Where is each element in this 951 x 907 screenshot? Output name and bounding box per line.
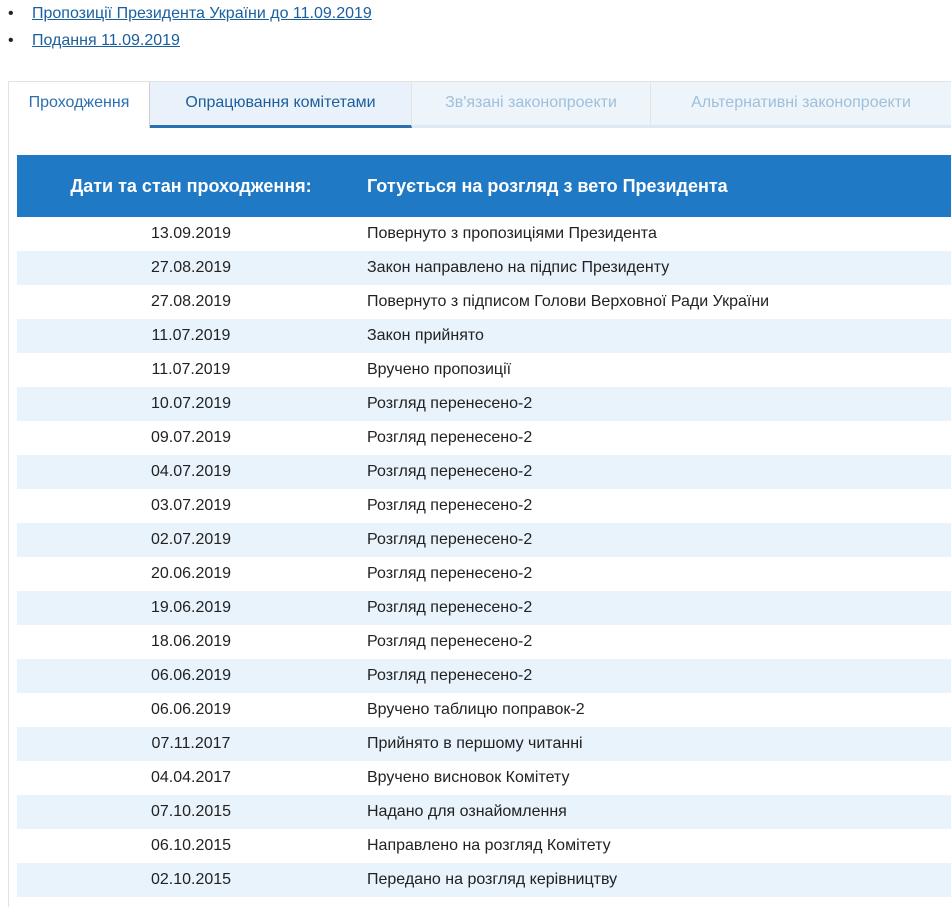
table-row: [17, 557, 951, 591]
table-row: [17, 285, 951, 319]
tab-progress[interactable]: Проходження: [9, 82, 150, 128]
row-status: Закон направлено на підпис Президенту: [367, 259, 670, 276]
row-status: Розгляд перенесено-2: [367, 599, 533, 616]
row-date: 20.06.2019: [150, 565, 232, 582]
bullet-icon: •: [8, 5, 14, 22]
row-date: 09.07.2019: [150, 429, 232, 446]
row-status: Направлено на розгляд Комітету: [367, 837, 611, 854]
link-submission[interactable]: Подання 11.09.2019: [32, 32, 180, 49]
table-row: [17, 421, 951, 455]
header-dates-label: Дати та стан проходження:: [70, 176, 312, 196]
row-date: 06.10.2015: [150, 837, 232, 854]
row-date: 02.07.2019: [150, 531, 232, 548]
table-row: [17, 693, 951, 727]
table-row: [17, 625, 951, 659]
row-date: 11.07.2019: [151, 361, 231, 378]
row-status: Прийнято в першому читанні: [367, 735, 583, 752]
bullet-icon: •: [8, 32, 14, 49]
row-status: Передано на розгляд керівництву: [367, 871, 618, 888]
tab-related-bills[interactable]: Зв'язані законопроекти: [412, 82, 651, 128]
row-date: 19.06.2019: [150, 599, 232, 616]
row-date: 06.06.2019: [150, 701, 232, 718]
table-row: [17, 319, 951, 353]
table-row: [17, 829, 951, 863]
table-row: [17, 217, 951, 251]
row-date: 10.07.2019: [150, 395, 232, 412]
table-row: [17, 591, 951, 625]
row-status: Розгляд перенесено-2: [367, 667, 533, 684]
row-date: 27.08.2019: [150, 259, 232, 276]
row-status: Розгляд перенесено-2: [367, 565, 533, 582]
row-date: 13.09.2019: [150, 225, 232, 242]
row-date: 04.07.2019: [150, 463, 232, 480]
row-status: Надано для ознайомлення: [367, 803, 567, 820]
row-status: Розгляд перенесено-2: [367, 497, 533, 514]
table-row: [17, 863, 951, 897]
row-status: Розгляд перенесено-2: [367, 633, 533, 650]
row-date: 07.10.2015: [150, 803, 232, 820]
row-date: 03.07.2019: [150, 497, 232, 514]
table-row: [17, 387, 951, 421]
row-status: Вручено пропозиції: [367, 361, 512, 378]
row-status: Розгляд перенесено-2: [367, 463, 533, 480]
table-row: [17, 727, 951, 761]
row-date: 04.04.2017: [150, 769, 232, 786]
header-current-status: Готується на розгляд з вето Президента: [367, 176, 728, 196]
row-status: Розгляд перенесено-2: [367, 531, 533, 548]
row-status: Повернуто з підписом Голови Верховної Ради України: [367, 293, 770, 310]
table-row: [17, 489, 951, 523]
row-date: 27.08.2019: [150, 293, 232, 310]
tab-committee-processing[interactable]: Опрацювання комітетами: [150, 82, 412, 128]
tab-bar: [9, 82, 951, 128]
row-date: 07.11.2017: [151, 735, 231, 752]
row-date: 11.07.2019: [151, 327, 231, 344]
row-status: Вручено таблицю поправок-2: [367, 701, 585, 718]
row-status: Вручено висновок Комітету: [367, 769, 570, 786]
row-status: Розгляд перенесено-2: [367, 395, 533, 412]
tab-alternative-bills[interactable]: Альтернативні законопроекти: [651, 82, 951, 128]
table-row: [17, 353, 951, 387]
row-date: 02.10.2015: [150, 871, 232, 888]
row-status: Закон прийнято: [367, 327, 484, 344]
table-row: [17, 761, 951, 795]
table-header: [17, 155, 951, 217]
row-date: 18.06.2019: [150, 633, 232, 650]
table-row: [17, 251, 951, 285]
table-row: [17, 659, 951, 693]
row-status: Розгляд перенесено-2: [367, 429, 533, 446]
table-row: [17, 795, 951, 829]
row-date: 06.06.2019: [150, 667, 232, 684]
link-president-proposals[interactable]: Пропозиції Президента України до 11.09.2019: [32, 5, 372, 22]
row-status: Повернуто з пропозиціями Президента: [367, 225, 657, 242]
tabs-panel: [8, 81, 951, 907]
table-row: [17, 523, 951, 557]
table-row: [17, 455, 951, 489]
